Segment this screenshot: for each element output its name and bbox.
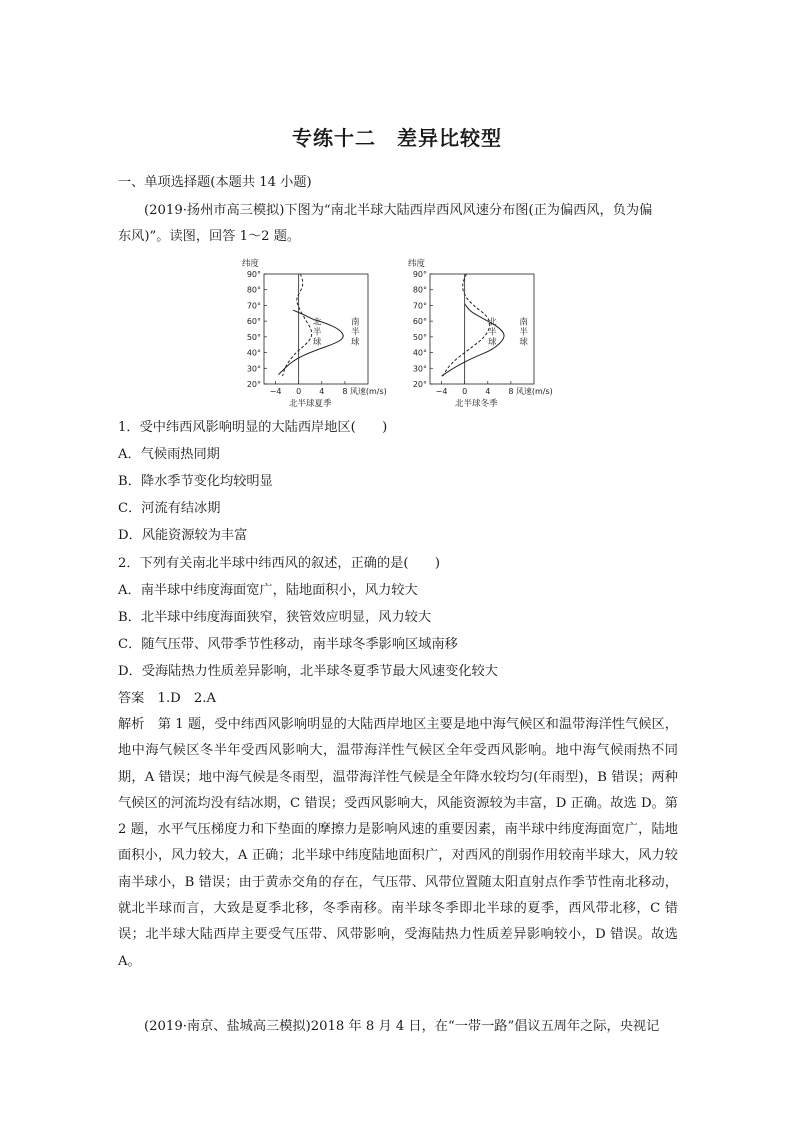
x-tick-label: 8	[342, 387, 348, 396]
question-1-option-d: D．风能资源较为丰富	[118, 528, 248, 543]
y-tick-label: 30°	[246, 364, 261, 374]
y-tick-label: 90°	[246, 270, 261, 279]
north-hemisphere-label: 北	[312, 317, 322, 328]
y-tick-label: 20°	[412, 380, 427, 389]
question-2-option-c: C．随气压带、风带季节性移动，南半球冬季影响区域南移	[118, 637, 458, 652]
y-tick-label: 80°	[412, 285, 427, 295]
y-axis-label: 纬度	[242, 259, 260, 269]
south-hemisphere-label: 半	[351, 327, 360, 338]
y-tick-label: 90°	[412, 270, 427, 279]
y-tick-label: 40°	[246, 348, 261, 358]
question-1-option-a: A．气候雨热同期	[118, 447, 220, 462]
question-1-stem: 1．受中纬西风影响明显的大陆西岸地区( )	[118, 420, 388, 435]
y-tick-label: 80°	[246, 285, 261, 295]
x-tick-label: 0	[462, 387, 468, 396]
y-tick-label: 70°	[246, 301, 261, 311]
x-axis-label: 风速(m/s)	[349, 387, 387, 396]
x-axis-label: 风速(m/s)	[515, 387, 553, 396]
y-tick-label: 20°	[246, 380, 261, 389]
x-tick-label: −4	[435, 387, 448, 396]
chart-1	[242, 258, 387, 409]
section-heading: 一、单项选择题(本题共 14 小题)	[118, 175, 312, 190]
next-question-intro: (2019·南京、盐城高三模拟)2018 年 8 月 4 日，在“一带一路”倡议五周年之际，央视记	[144, 1019, 660, 1034]
y-axis-label: 纬度	[408, 259, 426, 269]
page-title: 专练十二 差异比较型	[292, 126, 502, 150]
south-hemisphere-label: 球	[351, 337, 360, 348]
y-tick-label: 60°	[412, 317, 427, 327]
south-hemisphere-label: 南	[519, 317, 528, 328]
south-hemisphere-label: 球	[519, 337, 528, 348]
south-hemisphere-label: 半	[519, 327, 528, 338]
y-tick-label: 50°	[412, 332, 427, 342]
y-tick-label: 60°	[246, 317, 261, 327]
x-tick-label: 8	[508, 387, 514, 396]
y-tick-label: 50°	[246, 332, 261, 342]
question-2-option-a: A．南半球中纬度海面宽广，陆地面积小，风力较大	[118, 583, 418, 598]
intro-line-2: 东风)”。读图，回答 1～2 题。	[118, 229, 301, 244]
chart-2	[408, 258, 553, 409]
y-tick-label: 40°	[412, 348, 427, 358]
analysis-text: 解析 第 1 题，受中纬西风影响明显的大陆西岸地区主要是地中海气候区和温带海洋性气候区，地中海气候区冬半年受西风影响大，温带海洋性气候区全年受西风影响。地中海气候雨热不同期，A 错误；地中海气候是冬雨型，温带海洋性气候是全年降水较均匀(年雨型)，B 错误；两种气候区的河流均没有结冰期，C 错误；受西风影响大，风能资源较为丰富，D 正确。故选 D。第 2 题，水平气压梯度力和下垫面的摩擦力是影响风速的重要因素，南半球中纬度海面宽广，陆地面积小，风力较大，A 正确；北半球中纬度陆地面积广，对西风的削弱作用较南半球大，风力较南半球小，B 错误；由于黄赤交角的存在，气压带、风带位置随太阳直射点作季节性南北移动，就北半球而言，大致是夏季北移，冬季南移。南半球冬季即北半球的夏季，西风带北移，C 错误；北半球大陆西岸主要受气压带、风带影响，受海陆热力性质差异影响较小，D 错误。故选 A。	[118, 717, 678, 969]
chart-caption: 北半球夏季	[288, 399, 332, 409]
question-1-option-b: B．降水季节变化均较明显	[118, 474, 273, 489]
x-tick-label: 4	[485, 387, 491, 396]
y-tick-label: 70°	[412, 301, 427, 311]
wind-speed-charts	[238, 256, 568, 412]
question-2-option-d: D．受海陆热力性质差异影响，北半球冬夏季节最大风速变化较大	[118, 664, 498, 679]
answer-line: 答案 1.D 2.A	[118, 691, 217, 706]
y-tick-label: 30°	[412, 364, 427, 374]
intro-line-1: (2019·扬州市高三模拟)下图为“南北半球大陆西岸西风风速分布图(正为偏西风，负为偏	[144, 203, 653, 218]
north-hemisphere-label: 球	[312, 337, 322, 348]
north-hemisphere-label: 北	[488, 317, 497, 328]
x-tick-label: 0	[296, 387, 302, 396]
series-north-line	[283, 274, 312, 376]
chart-caption: 北半球冬季	[454, 399, 498, 409]
question-1-option-c: C．河流有结冰期	[118, 501, 221, 516]
series-south-line	[278, 310, 343, 375]
x-tick-label: −4	[269, 387, 282, 396]
north-hemisphere-label: 球	[488, 337, 497, 348]
question-2-option-b: B．北半球中纬度海面狭窄，狭管效应明显，风力较大	[118, 610, 432, 625]
charts-svg	[238, 256, 568, 412]
north-hemisphere-label: 半	[312, 327, 322, 338]
x-tick-label: 4	[319, 387, 325, 396]
north-hemisphere-label: 半	[488, 327, 497, 338]
analysis-block	[118, 712, 678, 975]
question-2-stem: 2．下列有关南北半球中纬西风的叙述，正确的是( )	[118, 556, 440, 571]
south-hemisphere-label: 南	[351, 317, 360, 328]
